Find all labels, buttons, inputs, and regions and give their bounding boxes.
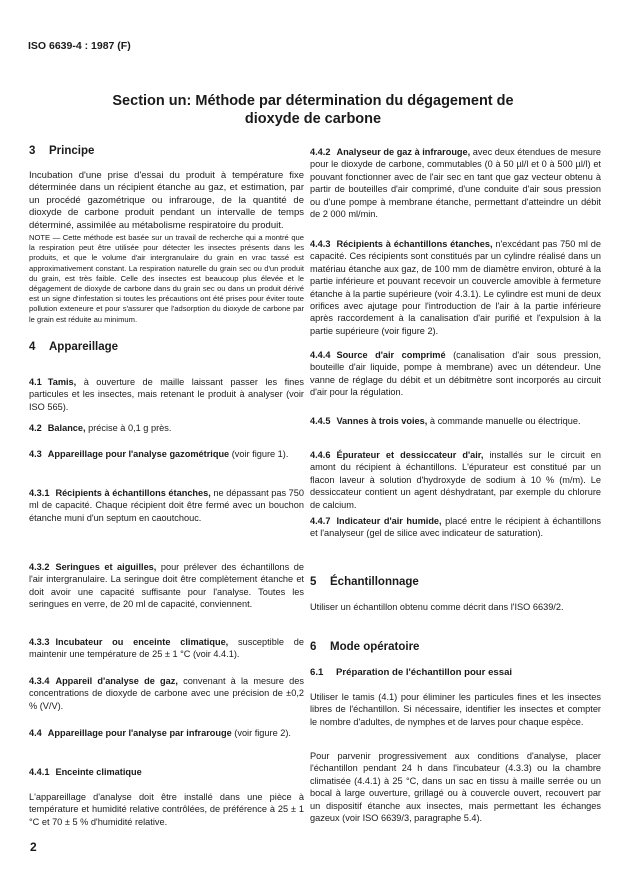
page-number: 2 — [30, 840, 37, 854]
item-4-4-1-heading: 4.4.1 Enceinte climatique — [29, 767, 142, 777]
title-line: dioxyde de carbone — [244, 111, 382, 127]
document-header: ISO 6639-4 : 1987 (F) — [28, 40, 131, 52]
item-4-1: 4.1 Tamis, à ouverture de maille laissant passer les fines particules et les insectes, mais retenant le produit à analyser (voir ISO 565). — [29, 377, 304, 412]
item-4-4-4: 4.4.4 Source d'air comprimé (canalisation d'air sous pression, bouteille d'air liquide, pompe à membrane) avec un détendeur. Une vanne de réglage du débit et un débitmètre sont incorporés au circuit d'air pour la régulation. — [310, 350, 602, 398]
item-4-4-6: 4.4.6 Épurateur et dessiccateur d'air, installés sur le circuit en amont du récipient à échantillons. L'épurateur est constitué par un flacon laveur à solution d'hydroxyde de sodium à 10 % (m/m). Le dessiccateur contient un agent déshydratant, par exemple du chlorure de calcium. — [310, 450, 602, 510]
item-4-4-1-text: L'appareillage d'analyse doit être installé dans une pièce à température et humidité relative contrôlées, de préférence à 25 ± 1 °C et 70 ± 5 % d'humidité relative. — [29, 792, 304, 827]
item-4-3: 4.3 Appareillage pour l'analyse gazométrique (voir figure 1). — [29, 449, 289, 459]
item-4-2: 4.2 Balance, précise à 0,1 g près. — [29, 423, 172, 433]
principe-text: Incubation d'une prise d'essai du produit à température fixe déterminée dans un récipient étanche au gaz, et estimation, par un procédé gazométrique ou infrarouge, de la quantité de dioxyde de carbone produit pendant un intervalle de temps déterminé, assimilée au métabolisme respiratoire du produit. — [29, 170, 304, 231]
mode-operatoire-p2: Pour parvenir progressivement aux conditions d'analyse, placer l'échantillon pendant 24 h dans l'incubateur (4.3.3) ou la chambre climatisée (4.4.1) à 25 °C, dans un sac en tissu à maille serrée ou un bocal à large ouverture, grillagé ou à couvercle ouvert, recouvert par un dispositif étanche aux insectes, mais permettant les échanges gazeux (voir ISO 6639/3, paragraphe 5.4). — [310, 751, 601, 824]
item-4-4: 4.4 Appareillage pour l'analyse par infrarouge (voir figure 2). — [29, 728, 291, 738]
heading-appareillage: 4 Appareillage — [29, 341, 119, 353]
item-4-4-3: 4.4.3 Récipients à échantillons étanches, n'excédant pas 750 ml de capacité. Ces récipients sont constitués par un cylindre réalisé dans un matériau étanche aux gaz, de 100 mm de diamètre environ, obturé à la partie inférieure et pouvant recevoir un couvercle amovible à fermeture étanche à la partie supérieure (voir 4.3.1). Le cylindre est muni de deux orifices avec ajutage pour l'introduction de l'air à la partie inférieure après raccordement à la canalisation d'air purifié et l'expulsion à la partie supérieure (voir figure 2). — [310, 239, 602, 336]
title-line: Section un: Méthode par détermination du dégagement de — [112, 93, 514, 109]
section-title — [60, 92, 566, 128]
item-4-4-2: 4.4.2 Analyseur de gaz à infrarouge, avec deux étendues de mesure pour le dioxyde de carbone, commutables (0 à 50 µl/l et 0 à 500 µl/l) et pouvant fonctionner avec de l'air sec en tant que gaz vecteur obtenu à partir de bouteilles d'air comprimé, d'une conduite d'air sous pression ou d'une pompe à membrane étanche, permettant d'atteindre un débit de 2 000 ml/min. — [310, 147, 601, 220]
item-4-3-3: 4.3.3 Incubateur ou enceinte climatique, susceptible de maintenir une température de 25 ± 1 °C (voir 4.4.1). — [29, 637, 304, 660]
heading-echantillonnage: 5 Échantillonnage — [310, 576, 419, 588]
item-4-3-4: 4.3.4 Appareil d'analyse de gaz, convenant à la mesure des concentrations de dioxyde de carbone avec une précision de ±0,2 % (V/V). — [29, 676, 304, 711]
item-4-3-1: 4.3.1 Récipients à échantillons étanches, ne dépassant pas 750 ml de capacité. Chaque récipient doit être fermé avec un bouchon étanche muni d'un septum en caoutchouc. — [29, 488, 304, 523]
heading-mode-operatoire: 6 Mode opératoire — [310, 641, 420, 653]
item-4-3-2: 4.3.2 Seringues et aiguilles, pour prélever des échantillons de l'air intergranulaire. La seringue doit être complètement étanche et doit avoir une capacité suffisante pour l'analyse. Toutes les seringues en verre, de 20 ml de capacité, conviennent. — [29, 562, 304, 610]
echantillonnage-text: Utiliser un échantillon obtenu comme décrit dans l'ISO 6639/2. — [310, 602, 564, 612]
item-4-4-5: 4.4.5 Vannes à trois voies, à commande manuelle ou électrique. — [310, 416, 581, 426]
mode-operatoire-p1: Utiliser le tamis (4.1) pour éliminer les particules fines et les insectes libres de l'échantillon. Si nécessaire, identifier les insectes et compter le nombre d'adultes, de nymphes et de larves pour chaque espèce. — [310, 692, 601, 727]
heading-6-1: 6.1 Préparation de l'échantillon pour essai — [310, 667, 513, 678]
item-4-4-7: 4.4.7 Indicateur d'air humide, placé entre le récipient à échantillons et l'analyseur (gel de silice avec indicateur de saturation). — [310, 516, 601, 539]
principe-note: NOTE — Cette méthode est basée sur un travail de recherche qui a montré que la respiration peut être utilisée pour détecter les insectes présents dans les produits, et que le volume d'air intergranulaire du grain en vrac tassé est approximativement constant. La respiration naturelle du grain sec ou d'un produit du grain, est très faible. Celle des insectes est beaucoup plus élevée et le dégagement de dioxyde de carbone dans du grain sec ou dans un produit dérivé est un signe d'infestation si toutes les précautions ont été prises pour éviter toute pollution exteneure et pour s'assurer que l'adsorption du dioxyde de carbone par le grain est réduite au minimum. — [29, 233, 304, 324]
heading-principe: 3 Principe — [29, 145, 95, 157]
